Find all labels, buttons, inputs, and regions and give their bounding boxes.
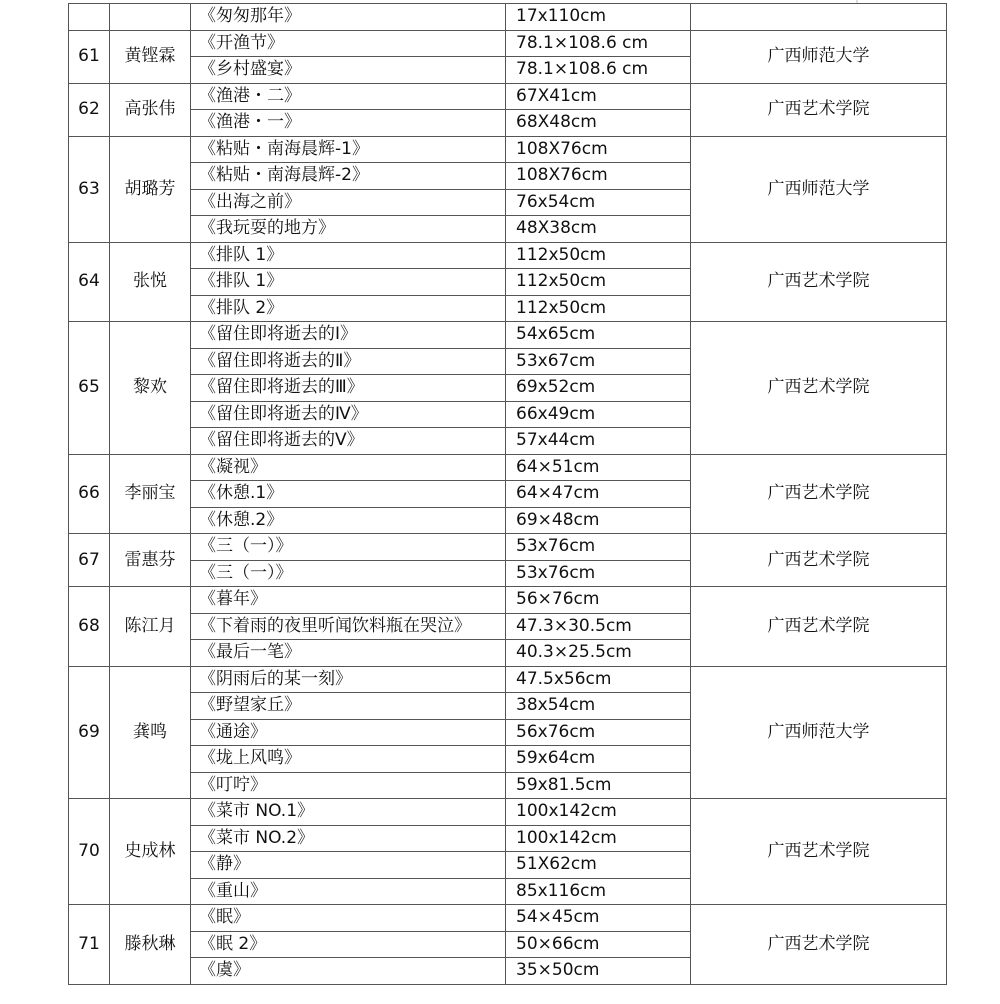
artwork-title: 《排队 1》 [191,242,506,269]
entry-number [69,4,110,31]
school-name: 广西艺术学院 [691,587,947,667]
artwork-size: 66x49cm [506,401,691,428]
school-name [691,4,947,31]
artwork-size: 53x67cm [506,348,691,375]
table-row [69,83,947,110]
artwork-title: 《下着雨的夜里听闻饮料瓶在哭泣》 [191,613,506,640]
entry-number: 68 [69,587,110,667]
entry-number: 64 [69,242,110,322]
table-row [69,666,947,693]
artist-name: 史成林 [110,799,191,905]
entry-number: 66 [69,454,110,534]
artwork-title: 《我玩耍的地方》 [191,216,506,243]
school-name: 广西艺术学院 [691,905,947,985]
artwork-size: 51X62cm [506,852,691,879]
artwork-size: 53x76cm [506,560,691,587]
artwork-title: 《留住即将逝去的Ⅲ》 [191,375,506,402]
artwork-size: 47.3×30.5cm [506,613,691,640]
artwork-size: 112x50cm [506,242,691,269]
artwork-title: 《渔港・一》 [191,110,506,137]
artwork-title: 《三（一）》 [191,534,506,561]
artwork-title: 《排队 1》 [191,269,506,296]
artwork-title: 《虞》 [191,958,506,985]
artwork-title: 《粘贴・南海晨辉-1》 [191,136,506,163]
artist-name: 龚鸣 [110,666,191,799]
artwork-title: 《通途》 [191,719,506,746]
artwork-title: 《开渔节》 [191,30,506,57]
table-row [69,534,947,561]
artwork-size: 56×76cm [506,587,691,614]
artist-name: 李丽宝 [110,454,191,534]
artwork-size: 112x50cm [506,295,691,322]
artwork-size: 54×45cm [506,905,691,932]
artwork-title: 《眠》 [191,905,506,932]
artwork-size: 78.1×108.6 cm [506,57,691,84]
artwork-title: 《留住即将逝去的Ⅱ》 [191,348,506,375]
artwork-title: 《野望家丘》 [191,693,506,720]
artwork-title: 《粘贴・南海晨辉-2》 [191,163,506,190]
artwork-size: 68X48cm [506,110,691,137]
artwork-size: 35×50cm [506,958,691,985]
artwork-title: 《排队 2》 [191,295,506,322]
table-row [69,242,947,269]
artwork-title: 《菜市 NO.1》 [191,799,506,826]
artwork-table-body [69,4,947,985]
table-row [69,587,947,614]
artist-name: 滕秋琳 [110,905,191,985]
artwork-title: 《留住即将逝去的Ⅰ》 [191,322,506,349]
artwork-table [68,3,947,985]
artwork-size: 59x64cm [506,746,691,773]
table-row [69,136,947,163]
artwork-title: 《垅上风鸣》 [191,746,506,773]
artist-name: 高张伟 [110,83,191,136]
artwork-size: 47.5x56cm [506,666,691,693]
artwork-title: 《暮年》 [191,587,506,614]
artwork-title: 《留住即将逝去的Ⅳ》 [191,401,506,428]
entry-number: 70 [69,799,110,905]
artwork-size: 48X38cm [506,216,691,243]
table-row [69,322,947,349]
artist-name: 雷惠芬 [110,534,191,587]
artwork-size: 50×66cm [506,931,691,958]
entry-number: 69 [69,666,110,799]
artwork-size: 78.1×108.6 cm [506,30,691,57]
school-name: 广西艺术学院 [691,454,947,534]
artist-name: 胡璐芳 [110,136,191,242]
table-row [69,799,947,826]
artwork-size: 38x54cm [506,693,691,720]
artwork-size: 100x142cm [506,799,691,826]
artist-name: 张悦 [110,242,191,322]
artist-name [110,4,191,31]
school-name: 广西师范大学 [691,30,947,83]
artist-name: 黎欢 [110,322,191,455]
artwork-title: 《最后一笔》 [191,640,506,667]
school-name: 广西师范大学 [691,666,947,799]
artist-name: 黄铿霖 [110,30,191,83]
artwork-size: 64×51cm [506,454,691,481]
artwork-title: 《匆匆那年》 [191,4,506,31]
artwork-size: 108X76cm [506,136,691,163]
entry-number: 67 [69,534,110,587]
artwork-size: 69x52cm [506,375,691,402]
artwork-size: 67X41cm [506,83,691,110]
entry-number: 62 [69,83,110,136]
school-name: 广西艺术学院 [691,799,947,905]
artwork-size: 57x44cm [506,428,691,455]
table-row [69,4,947,31]
artwork-size: 100x142cm [506,825,691,852]
artwork-size: 69×48cm [506,507,691,534]
artwork-size: 64×47cm [506,481,691,508]
artwork-size: 54x65cm [506,322,691,349]
artwork-size: 112x50cm [506,269,691,296]
artwork-size: 108X76cm [506,163,691,190]
artwork-size: 17x110cm [506,4,691,31]
school-name: 广西艺术学院 [691,534,947,587]
artwork-size: 76x54cm [506,189,691,216]
artwork-title: 《渔港・二》 [191,83,506,110]
artwork-size: 59x81.5cm [506,772,691,799]
school-name: 广西师范大学 [691,136,947,242]
artwork-size: 53x76cm [506,534,691,561]
entry-number: 71 [69,905,110,985]
artwork-title: 《休憩.2》 [191,507,506,534]
artist-name: 陈江月 [110,587,191,667]
table-row [69,454,947,481]
artwork-title: 《三（一）》 [191,560,506,587]
table-row [69,905,947,932]
artwork-size: 40.3×25.5cm [506,640,691,667]
school-name: 广西艺术学院 [691,322,947,455]
entry-number: 61 [69,30,110,83]
artwork-title: 《叮咛》 [191,772,506,799]
artwork-title: 《乡村盛宴》 [191,57,506,84]
artwork-title: 《眠 2》 [191,931,506,958]
artwork-title: 《菜市 NO.2》 [191,825,506,852]
artwork-title: 《留住即将逝去的Ⅴ》 [191,428,506,455]
school-name: 广西艺术学院 [691,242,947,322]
artwork-title: 《重山》 [191,878,506,905]
entry-number: 65 [69,322,110,455]
artwork-title: 《静》 [191,852,506,879]
artwork-title: 《出海之前》 [191,189,506,216]
artwork-size: 56x76cm [506,719,691,746]
artwork-title: 《阴雨后的某一刻》 [191,666,506,693]
artwork-title: 《休憩.1》 [191,481,506,508]
artwork-size: 85x116cm [506,878,691,905]
table-row [69,30,947,57]
school-name: 广西艺术学院 [691,83,947,136]
artwork-title: 《凝视》 [191,454,506,481]
entry-number: 63 [69,136,110,242]
